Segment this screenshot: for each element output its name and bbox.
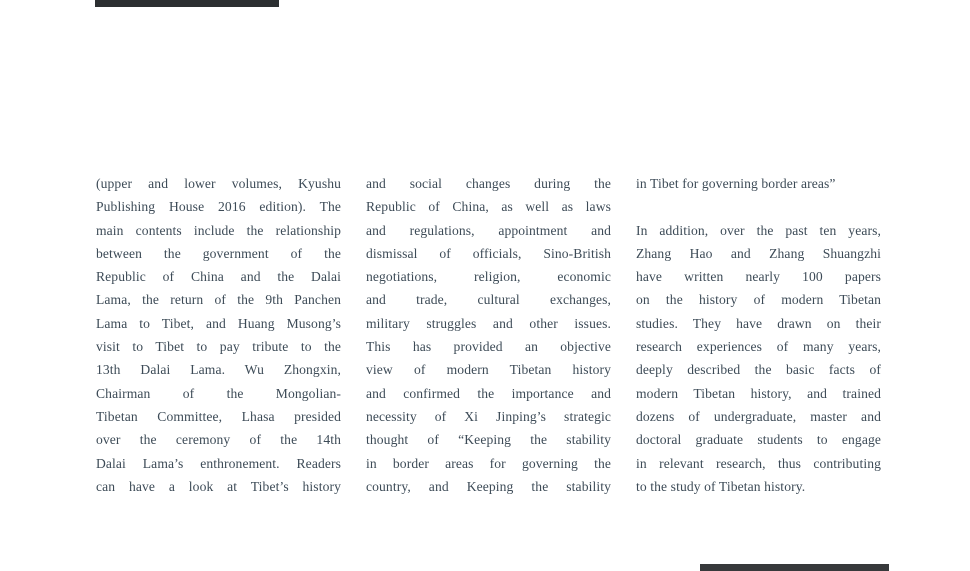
text-line: to the study of Tibetan history. xyxy=(636,478,806,494)
column-1 xyxy=(96,172,341,498)
text-line: Republic of China, as well as laws xyxy=(366,199,611,215)
text-line: Tibetan Committee, Lhasa presided xyxy=(96,408,341,424)
text-line: and trade, cultural exchanges, xyxy=(366,292,611,308)
text-line: research experiences of many years, xyxy=(636,339,881,355)
column-3 xyxy=(636,172,881,498)
text-line: visit to Tibet to pay tribute to the xyxy=(96,339,341,355)
text-line: thought of “Keeping the stability xyxy=(366,432,611,448)
text-line: on the history of modern Tibetan xyxy=(636,292,881,308)
bottom-partial-graphic-bar xyxy=(700,564,889,571)
text-line: can have a look at Tibet’s history xyxy=(96,478,341,494)
column-2 xyxy=(366,172,611,498)
text-line: Lama, the return of the 9th Panchen xyxy=(96,292,341,308)
text-line: 13th Dalai Lama. Wu Zhongxin, xyxy=(96,362,341,378)
text-line: This has provided an objective xyxy=(366,339,611,355)
text-line: in border areas for governing the xyxy=(366,455,611,471)
text-line: country, and Keeping the stability xyxy=(366,478,611,494)
text-line: Publishing House 2016 edition). The xyxy=(96,199,341,215)
text-line: and confirmed the importance and xyxy=(366,385,611,401)
text-line: view of modern Tibetan history xyxy=(366,362,611,378)
text-line: (upper and lower volumes, Kyushu xyxy=(96,176,341,191)
text-line: Zhang Hao and Zhang Shuangzhi xyxy=(636,245,881,261)
text-line: modern Tibetan history, and trained xyxy=(636,385,881,401)
text-line: over the ceremony of the 14th xyxy=(96,432,341,448)
text-line: and regulations, appointment and xyxy=(366,222,611,238)
text-line: necessity of Xi Jinping’s strategic xyxy=(366,408,611,424)
text-line: Dalai Lama’s enthronement. Readers xyxy=(96,455,341,471)
text-line: dozens of undergraduate, master and xyxy=(636,408,881,424)
text-line: main contents include the relationship xyxy=(96,222,341,238)
top-partial-graphic-bar xyxy=(95,0,279,7)
text-line: In addition, over the past ten years, xyxy=(636,222,881,238)
text-line: Chairman of the Mongolian- xyxy=(96,385,341,401)
text-columns xyxy=(96,172,881,498)
text-line: negotiations, religion, economic xyxy=(366,269,611,285)
text-line: have written nearly 100 papers xyxy=(636,269,881,285)
text-line: in relevant research, thus contributing xyxy=(636,455,881,471)
text-line: and social changes during the xyxy=(366,176,611,191)
blank-line xyxy=(636,195,881,218)
text-line: Lama to Tibet, and Huang Musong’s xyxy=(96,315,341,331)
text-line: doctoral graduate students to engage xyxy=(636,432,881,448)
text-line: studies. They have drawn on their xyxy=(636,315,881,331)
text-line: between the government of the xyxy=(96,245,341,261)
text-line: dismissal of officials, Sino-British xyxy=(366,245,611,261)
text-line: in Tibet for governing border areas” xyxy=(636,176,836,191)
text-line: deeply described the basic facts of xyxy=(636,362,881,378)
text-line: military struggles and other issues. xyxy=(366,315,611,331)
text-line: Republic of China and the Dalai xyxy=(96,269,341,285)
